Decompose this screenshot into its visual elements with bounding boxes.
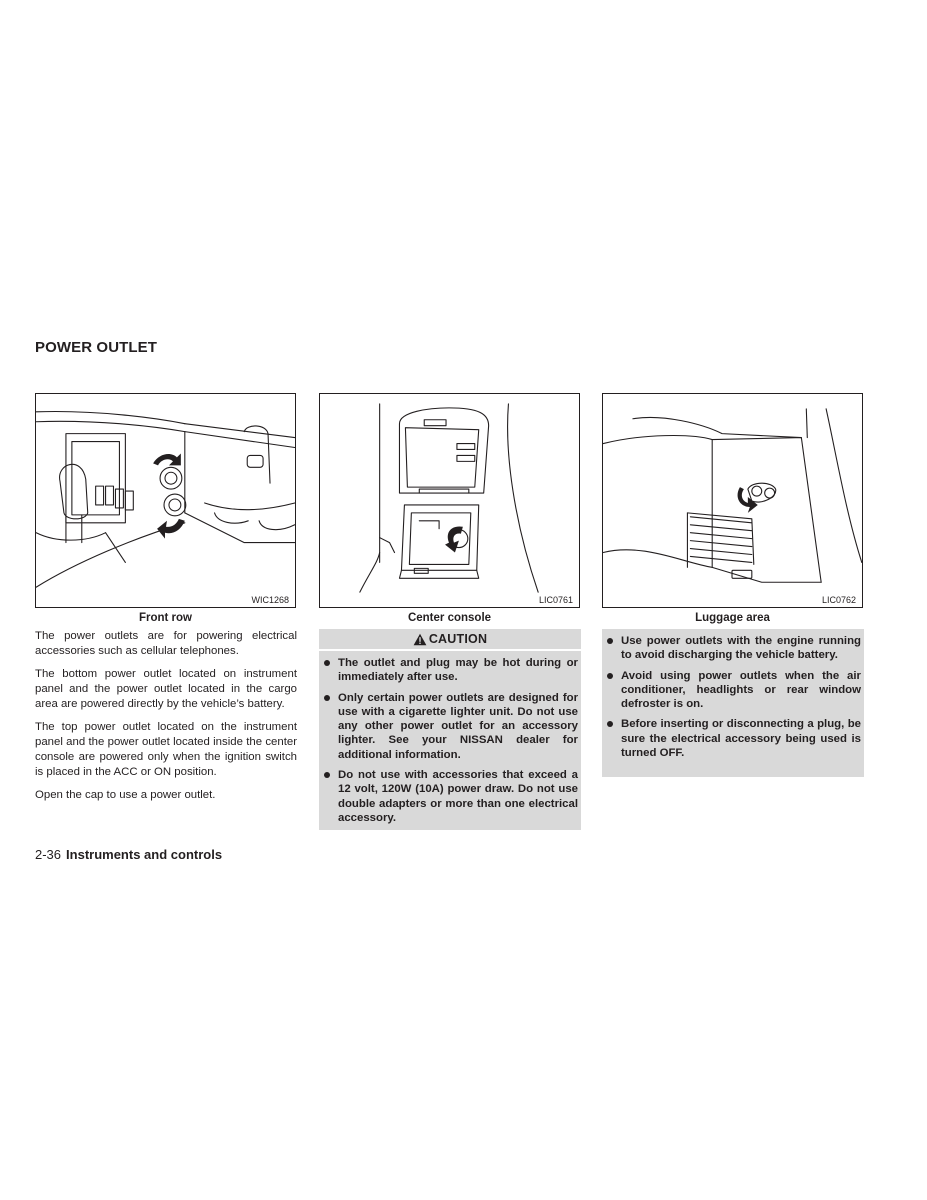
caution-item: Only certain power outlets are designed for use with a cigarette lighter unit. Do not use any other power outlet for an accessory lighter. See your NISSAN dealer for additional information. <box>321 691 578 762</box>
note-item: Before inserting or disconnecting a plug, be sure the electrical accessory being used is turned OFF. <box>604 717 861 760</box>
front-row-illustration <box>36 394 295 607</box>
figure-code: LIC0762 <box>821 595 856 605</box>
warning-triangle-icon <box>413 633 427 646</box>
body-text <box>35 629 297 811</box>
bullet-icon <box>324 660 330 666</box>
page-footer <box>35 847 222 862</box>
figure-code: LIC0761 <box>538 595 573 605</box>
notes-list <box>604 634 861 766</box>
caution-list <box>321 656 578 831</box>
caution-header <box>319 629 581 651</box>
figure-caption: Center console <box>407 612 492 624</box>
page-number: 2-36 <box>35 847 62 862</box>
bullet-icon <box>607 721 613 727</box>
paragraph: Open the cap to use a power outlet. <box>35 789 216 801</box>
bullet-icon <box>324 695 330 701</box>
figure-front-row <box>35 393 296 608</box>
paragraph: The bottom power outlet located on instrument panel and the power outlet located in the cargo area are powered directly by the vehicle’s battery. <box>35 668 297 710</box>
caution-title: CAUTION <box>428 632 488 646</box>
figure-center-console <box>319 393 580 608</box>
center-console-illustration <box>320 394 579 607</box>
figure-code: WIC1268 <box>251 595 289 605</box>
caution-item: Do not use with accessories that exceed a 12 volt, 120W (10A) power draw. Do not use double adapters or more than one electrical accessory. <box>321 768 578 825</box>
notes-box <box>602 629 864 777</box>
caution-item: The outlet and plug may be hot during or immediately after use. <box>321 656 578 685</box>
section-title: POWER OUTLET <box>35 339 158 356</box>
figure-caption: Luggage area <box>695 612 770 624</box>
note-item: Use power outlets with the engine running to avoid discharging the vehicle battery. <box>604 634 861 663</box>
bullet-icon <box>607 673 613 679</box>
figure-luggage-area <box>602 393 863 608</box>
bullet-icon <box>324 772 330 778</box>
paragraph: The power outlets are for powering electrical accessories such as cellular telephones. <box>35 630 297 657</box>
paragraph: The top power outlet located on the instrument panel and the power outlet located inside the center console are powered only when the ignition switch is placed in the ACC or ON position. <box>35 721 297 778</box>
chapter-title: Instruments and controls <box>66 847 223 862</box>
figure-caption: Front row <box>138 612 193 624</box>
caution-box <box>319 629 581 830</box>
note-item: Avoid using power outlets when the air conditioner, headlights or rear window defroster is on. <box>604 669 861 712</box>
luggage-area-illustration <box>603 394 862 607</box>
bullet-icon <box>607 638 613 644</box>
